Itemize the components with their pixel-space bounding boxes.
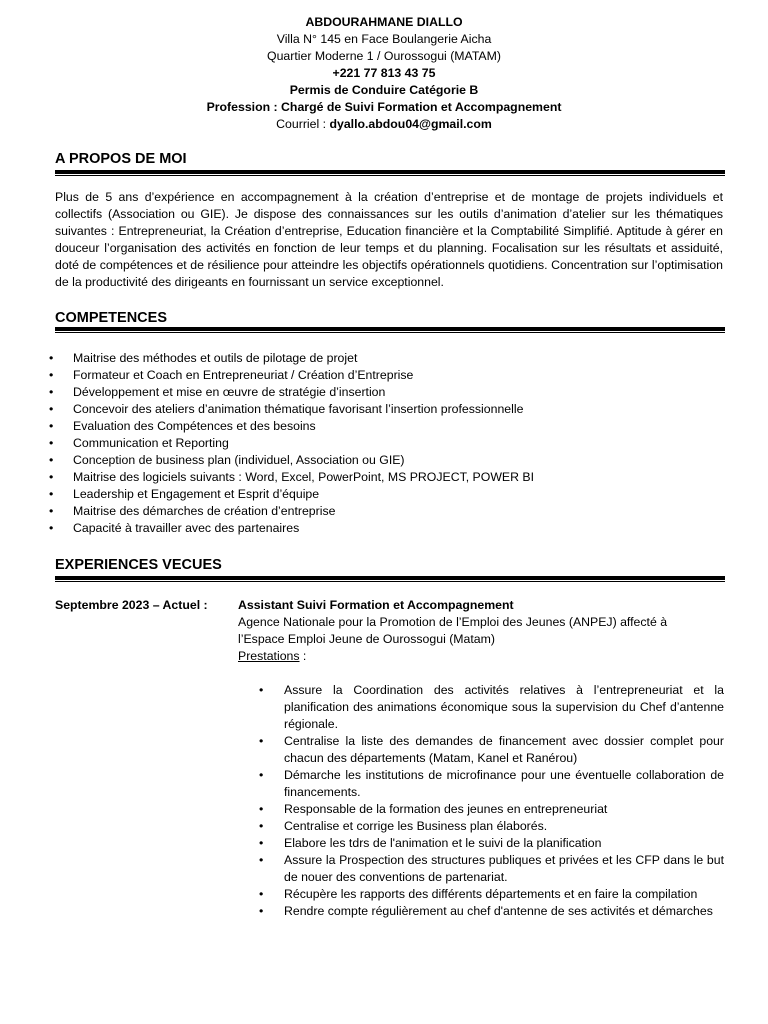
list-item: • Centralise la liste des demandes de financement avec dossier complet pour chacun des départements (Matam, Kanel et Ranérou): [238, 733, 724, 767]
list-item: • Démarche les institutions de microfinance pour une éventuelle collaboration de financements.: [238, 767, 724, 801]
profession-label: Profession :: [206, 100, 282, 114]
skills-list: [55, 350, 725, 537]
prestations-colon: :: [299, 649, 307, 663]
prestations-label: Prestations: [238, 649, 300, 663]
list-item: • Assure la Prospection des structures publiques et privées et les CFP dans le but de nouer des conventions de partenariat.: [238, 852, 724, 886]
list-item: • Leadership et Engagement et Esprit d’équipe: [55, 486, 725, 503]
email-address: dyallo.abdou04@gmail.com: [329, 117, 492, 131]
tasks-list: [238, 682, 724, 920]
about-section-title: A PROPOS DE MOI: [55, 151, 187, 167]
address-line-1: Villa N° 145 en Face Boulangerie Aicha: [276, 32, 492, 46]
list-item: • Assure la Coordination des activités relatives à l’entrepreneuriat et la planification des animations économique sous la supervision du Chef d’antenne régionale.: [238, 682, 724, 733]
list-item: • Elabore les tdrs de l'animation et le suivi de la planification: [238, 835, 724, 852]
list-item: • Responsable de la formation des jeunes en entrepreneuriat: [238, 801, 724, 818]
list-item: • Rendre compte régulièrement au chef d'antenne de ses activités et démarches: [238, 903, 724, 920]
skills-section-title: COMPETENCES: [55, 310, 167, 326]
email-label: Courriel :: [276, 117, 330, 131]
list-item: • Développement et mise en œuvre de stratégie d’insertion: [55, 384, 725, 401]
list-item: • Capacité à travailler avec des partenaires: [55, 520, 725, 537]
list-item: • Centralise et corrige les Business plan élaborés.: [238, 818, 724, 835]
phone-number: +221 77 813 43 75: [332, 66, 436, 80]
list-item: • Communication et Reporting: [55, 435, 725, 452]
prestations-heading: [238, 648, 724, 665]
email-line: [0, 116, 768, 133]
list-item: • Récupère les rapports des différents départements et en faire la compilation: [238, 886, 724, 903]
profession-value: Chargé de Suivi Formation et Accompagnement: [281, 100, 562, 114]
experience-position: Assistant Suivi Formation et Accompagnement: [238, 598, 514, 612]
list-item: • Formateur et Coach en Entrepreneuriat / Création d’Entreprise: [55, 367, 725, 384]
contact-header: [0, 14, 768, 133]
about-paragraph: Plus de 5 ans d’expérience en accompagnement à la création d’entreprise et de montage de projets individuels et collectifs (Association ou GIE). Je dispose des connaissances sur les outils d’animation d’atelier sur les thématiques suivantes : Entrepreneuriat, la Création d’entreprise, Education financière et la Comptabilité Simplifié. Aptitude à gérer en douceur l’organisation des activités en fonction de leur temps et du planning. Focalisation sur les résultats et assiduité, doté de compétences et de résilience pour atteindre les objectifs opérationnels quotidiens. Concentration sur l’optimisation de la productivité des dirigeants en fournissant un service exceptionnel.: [55, 190, 723, 289]
address-line-2: Quartier Moderne 1 / Ourossogui (MATAM): [267, 49, 501, 63]
list-item: • Concevoir des ateliers d’animation thématique favorisant l’insertion professionnelle: [55, 401, 725, 418]
skills-divider: [55, 327, 725, 333]
list-item: • Maitrise des méthodes et outils de pilotage de projet: [55, 350, 725, 367]
list-item: • Maitrise des logiciels suivants : Word, Excel, PowerPoint, MS PROJECT, POWER BI: [55, 469, 725, 486]
list-item: • Evaluation des Compétences et des besoins: [55, 418, 725, 435]
driving-license: Permis de Conduire Catégorie B: [289, 83, 479, 97]
experience-date: Septembre 2023 – Actuel :: [55, 598, 208, 612]
experience-divider: [55, 576, 725, 582]
list-item: • Conception de business plan (individuel, Association ou GIE): [55, 452, 725, 469]
list-item: • Maitrise des démarches de création d’entreprise: [55, 503, 725, 520]
experience-org-line-2: l’Espace Emploi Jeune de Ourossogui (Matam): [238, 632, 495, 646]
about-divider: [55, 170, 725, 176]
full-name: ABDOURAHMANE DIALLO: [305, 15, 463, 29]
experience-section-title: EXPERIENCES VECUES: [55, 557, 222, 573]
experience-details: [238, 597, 724, 920]
profession-line: [0, 99, 768, 116]
experience-org-line-1: Agence Nationale pour la Promotion de l’Emploi des Jeunes (ANPEJ) affecté à: [238, 615, 668, 629]
